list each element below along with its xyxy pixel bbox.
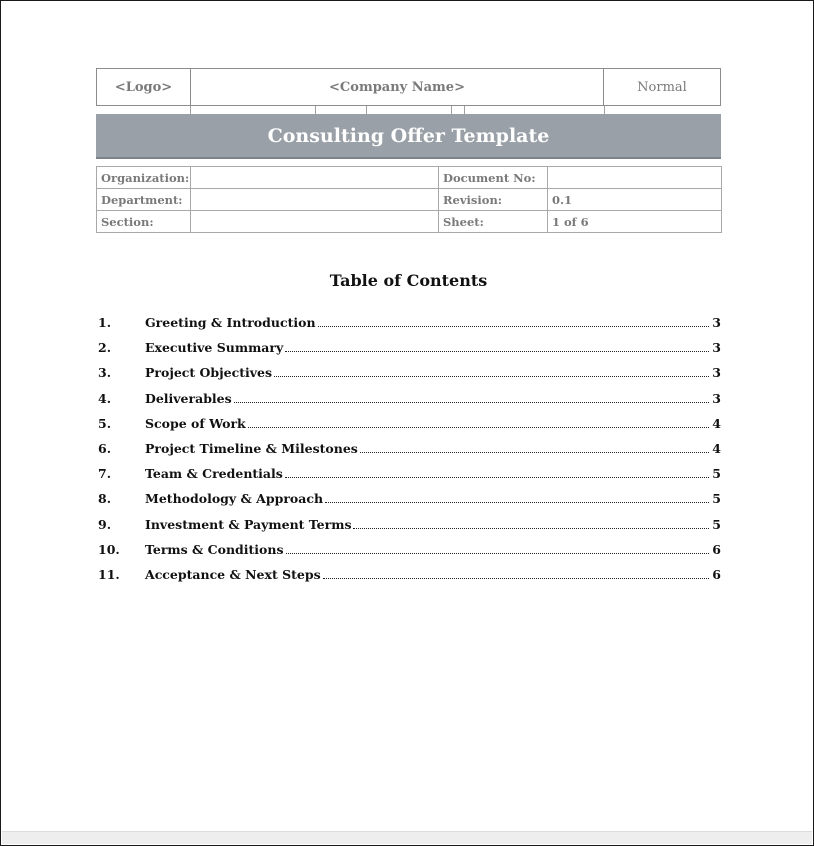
table-row	[97, 211, 722, 233]
toc-entry[interactable]	[96, 562, 721, 587]
toc-entry-number: 6.	[98, 441, 112, 457]
toc-entry-page: 4	[712, 441, 721, 457]
organization-value	[191, 167, 439, 189]
toc-entry-page: 5	[712, 491, 721, 507]
header-divider-ticks	[96, 106, 721, 114]
toc-entry-title: Executive Summary	[145, 340, 284, 356]
section-label: Section:	[97, 211, 191, 233]
logo-placeholder: <Logo>	[97, 69, 191, 105]
header-table	[96, 68, 721, 106]
divider-tick	[604, 106, 605, 114]
toc-leader-dots	[325, 502, 709, 503]
toc-entry[interactable]	[96, 310, 721, 335]
toc-entry-number: 3.	[98, 365, 112, 381]
toc-entry-page: 6	[712, 566, 721, 582]
divider-tick	[464, 106, 465, 114]
horizontal-scrollbar[interactable]	[2, 831, 812, 844]
divider-tick	[366, 106, 367, 114]
revision-value: 0.1	[548, 189, 722, 211]
document-title: Consulting Offer Template	[96, 114, 721, 159]
document-no-value	[548, 167, 722, 189]
toc-leader-dots	[360, 452, 709, 453]
table-row	[97, 167, 722, 189]
toc-entry-title: Project Objectives	[145, 365, 273, 381]
toc-entry-title: Methodology & Approach	[145, 491, 324, 507]
toc-entry[interactable]	[96, 335, 721, 360]
toc-entry-number: 11.	[98, 566, 120, 582]
section-value	[191, 211, 439, 233]
toc-leader-dots	[234, 402, 709, 403]
toc-entry-page: 3	[712, 390, 721, 406]
department-value	[191, 189, 439, 211]
toc-leader-dots	[285, 351, 709, 352]
divider-tick	[315, 106, 316, 114]
toc-leader-dots	[353, 528, 709, 529]
style-label: Normal	[637, 79, 687, 95]
divider-tick	[190, 106, 191, 114]
toc-leader-dots	[285, 477, 709, 478]
toc-entry-page: 3	[712, 340, 721, 356]
toc-entry-page: 5	[712, 516, 721, 532]
toc-entry[interactable]	[96, 436, 721, 461]
organization-label: Organization:	[97, 167, 191, 189]
toc-entry-number: 1.	[98, 315, 112, 331]
toc-leader-dots	[323, 578, 709, 579]
toc-entry[interactable]	[96, 411, 721, 436]
toc-entry-title: Team & Credentials	[145, 466, 283, 482]
toc-entry-number: 7.	[98, 466, 112, 482]
toc-entry-page: 6	[712, 541, 721, 557]
toc-leader-dots	[318, 326, 709, 327]
toc-entry-page: 3	[712, 365, 721, 381]
sheet-value: 1 of 6	[548, 211, 722, 233]
toc-entry-number: 9.	[98, 516, 112, 532]
toc-entry[interactable]	[96, 386, 721, 411]
revision-label: Revision:	[439, 189, 548, 211]
toc-entry[interactable]	[96, 486, 721, 511]
toc-leader-dots	[274, 376, 709, 377]
toc-entry[interactable]	[96, 537, 721, 562]
toc-entry-title: Scope of Work	[145, 415, 246, 431]
sheet-label: Sheet:	[439, 211, 548, 233]
toc-entry[interactable]	[96, 461, 721, 486]
toc-entry-number: 5.	[98, 415, 112, 431]
toc-entry-title: Project Timeline & Milestones	[145, 441, 358, 457]
document-info-table	[96, 166, 722, 233]
table-row	[97, 189, 722, 211]
toc-leader-dots	[248, 427, 709, 428]
toc-list	[96, 310, 721, 587]
toc-leader-dots	[286, 553, 709, 554]
toc-entry-page: 5	[712, 466, 721, 482]
toc-entry[interactable]	[96, 360, 721, 385]
toc-entry-page: 4	[712, 415, 721, 431]
company-name: <Company Name>	[191, 69, 604, 105]
toc-entry-title: Terms & Conditions	[145, 541, 284, 557]
divider-tick	[451, 106, 452, 114]
toc-entry-title: Investment & Payment Terms	[145, 516, 352, 532]
toc-entry-number: 4.	[98, 390, 112, 406]
toc-entry-number: 10.	[98, 541, 120, 557]
toc-entry-number: 2.	[98, 340, 112, 356]
toc-entry[interactable]	[96, 512, 721, 537]
document-no-label: Document No:	[439, 167, 548, 189]
toc-entry-title: Greeting & Introduction	[145, 315, 316, 331]
toc-entry-page: 3	[712, 315, 721, 331]
toc-entry-title: Acceptance & Next Steps	[145, 566, 321, 582]
toc-title: Table of Contents	[329, 271, 488, 290]
toc-entry-title: Deliverables	[145, 390, 232, 406]
department-label: Department:	[97, 189, 191, 211]
toc-entry-number: 8.	[98, 491, 112, 507]
